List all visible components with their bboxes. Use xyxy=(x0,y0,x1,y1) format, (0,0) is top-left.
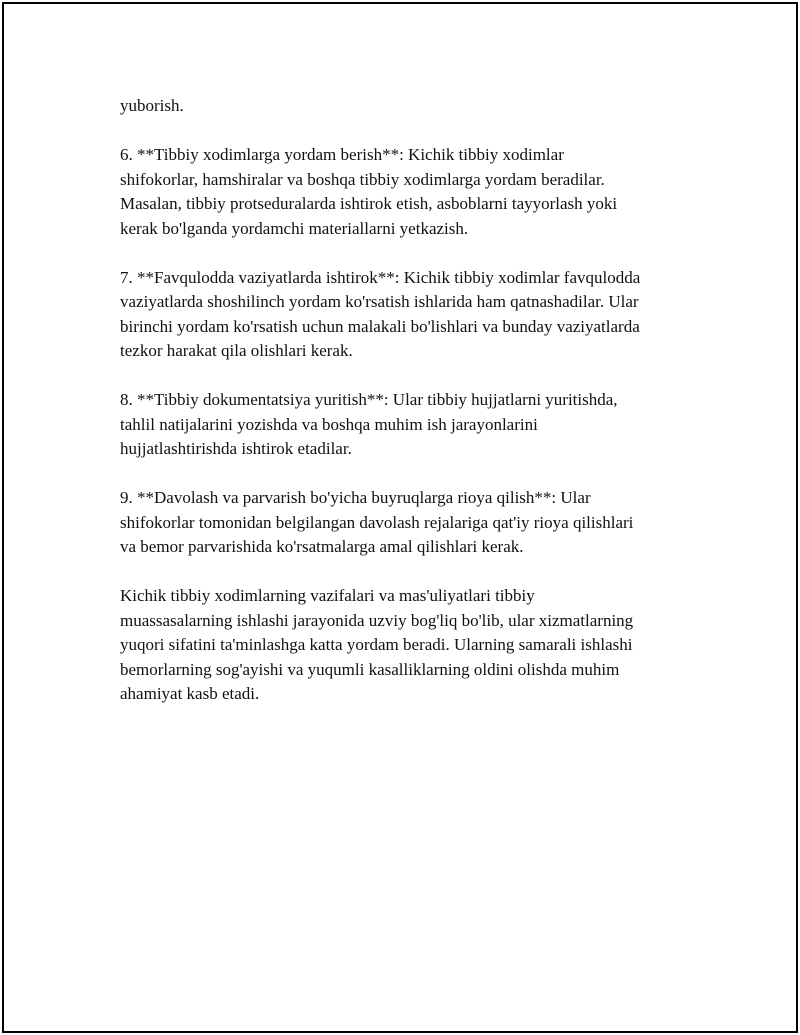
text-line: 8. **Tibbiy dokumentatsiya yuritish**: Ular tibbiy hujjatlarni yuritishda, xyxy=(120,390,618,409)
document-page xyxy=(2,2,798,1033)
text-line: Masalan, tibbiy protseduralarda ishtirok etish, asboblarni tayyorlash yoki xyxy=(120,194,618,213)
document-body xyxy=(120,94,700,731)
text-line: muassasalarning ishlashi jarayonida uzviy bog'liq bo'lib, ular xizmatlarning xyxy=(120,610,634,630)
text-line: vaziyatlarda shoshilinch yordam ko'rsatish ishlarida ham qatnashadilar. Ular xyxy=(120,292,639,311)
text-line: 7. **Favqulodda vaziyatlarda ishtirok**: Kichik tibbiy xodimlar favqulodda xyxy=(120,267,641,287)
paragraph-item-6 xyxy=(120,143,700,241)
text-line: Kichik tibbiy xodimlarning vazifalari va mas'uliyatlari tibbiy xyxy=(120,586,535,605)
text-line: bemorlarning sog'ayishi va yuqumli kasalliklarning oldini olishda muhim xyxy=(120,659,620,679)
text-line: yuqori sifatini ta'minlashga katta yordam beradi. Ularning samarali ishlashi xyxy=(120,635,633,654)
paragraph-item-9 xyxy=(120,486,700,560)
paragraph-conclusion xyxy=(120,584,700,707)
text-line: hujjatlashtirishda ishtirok etadilar. xyxy=(120,439,352,458)
paragraph-continuation xyxy=(120,94,700,119)
text-line: ahamiyat kasb etadi. xyxy=(120,684,260,703)
text-line: shifokorlar tomonidan belgilangan davolash rejalariga qat'iy rioya qilishlari xyxy=(120,512,634,532)
paragraph-item-8 xyxy=(120,388,700,462)
text-line: 9. **Davolash va parvarish bo'yicha buyruqlarga rioya qilish**: Ular xyxy=(120,488,591,507)
text-line: birinchi yordam ko'rsatish uchun malakali bo'lishlari va bunday vaziyatlarda xyxy=(120,316,640,336)
text-line: shifokorlar, hamshiralar va boshqa tibbiy xodimlarga yordam beradilar. xyxy=(120,169,605,189)
paragraph-item-7 xyxy=(120,266,700,364)
text-line: va bemor parvarishida ko'rsatmalarga amal qilishlari kerak. xyxy=(120,537,524,556)
text-line: kerak bo'lganda yordamchi materiallarni yetkazish. xyxy=(120,218,469,238)
text-line: yuborish. xyxy=(120,96,184,115)
text-line: 6. **Tibbiy xodimlarga yordam berish**: Kichik tibbiy xodimlar xyxy=(120,145,564,164)
text-line: tezkor harakat qila olishlari kerak. xyxy=(120,341,353,360)
text-line: tahlil natijalarini yozishda va boshqa muhim ish jarayonlarini xyxy=(120,414,538,434)
